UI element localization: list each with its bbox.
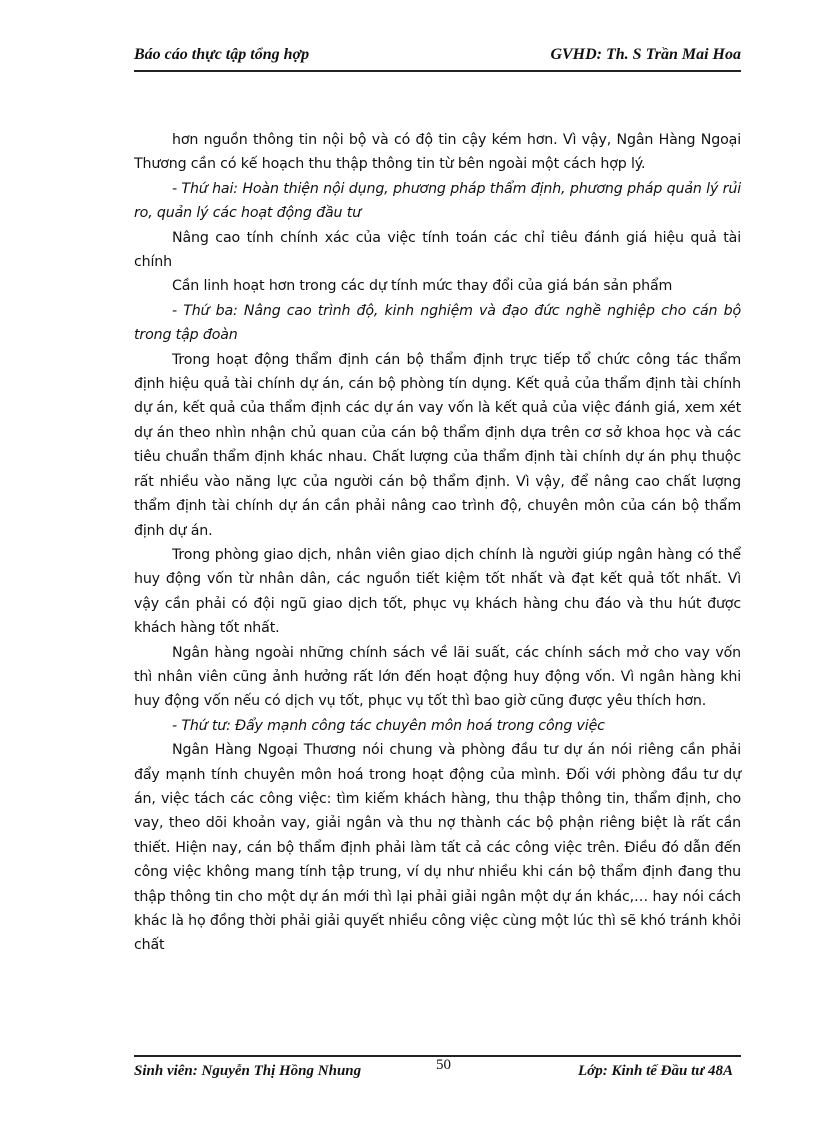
footer-class-name: Lớp: Kinh tế Đầu tư 48A [578, 1063, 733, 1079]
header-report-title: Báo cáo thực tập tổng hợp [134, 46, 310, 63]
paragraph: Nâng cao tính chính xác của việc tính toán các chỉ tiêu đánh giá hiệu quả tài chính [134, 229, 741, 271]
section-heading-fourth: - Thứ tư: Đẩy mạnh công tác chuyên môn hoá trong công việc [172, 717, 605, 734]
paragraph: Trong hoạt động thẩm định cán bộ thẩm định trực tiếp tổ chức công tác thẩm định hiệu quả tài chính dự án, cán bộ phòng tín dụng. Kết quả của thẩm định tài chính dự án, kết quả của thẩm định các dự án vay vốn là kết quả của việc đánh giá, xem xét dự án theo nhìn nhận chủ quan của cán bộ thẩm định dựa trên cơ sở khoa học và các tiêu chuẩn thẩm định khác nhau. Chất lượng của thẩm định tài chính dự án phụ thuộc rất nhiều vào năng lực của người cán bộ thẩm định. Vì vậy, để nâng cao chất lượng thẩm định tài chính dự án cần phải nâng cao trình độ, chuyên môn của cán bộ thẩm định dự án. [134, 351, 741, 539]
paragraph: Cần linh hoạt hơn trong các dự tính mức thay đổi của giá bán sản phẩm [172, 278, 673, 295]
paragraph: Ngân Hàng Ngoại Thương nói chung và phòng đầu tư dự án nói riêng cần phải đẩy mạnh tính chuyên môn hoá trong hoạt động của mình. Đối với phòng đầu tư dự án, việc tách các công việc: tìm kiếm khách hàng, thu thập thông tin, thẩm định, cho vay, theo dõi khoản vay, giải ngân và thu nợ thành các bộ phận riêng biệt là rất cần thiết. Hiện nay, cán bộ thẩm định phải làm tất cả các công việc trên. Điều đó dẫn đến công việc không mang tính tập trung, ví dụ như nhiều khi cán bộ thẩm định đang thu thập thông tin cho một dự án mới thì lại phải giải ngân một dự án khác,… hay nói cách khác là họ đồng thời phải giải quyết nhiều công việc cùng một lúc thì sẽ khó tránh khỏi chất [134, 742, 741, 954]
page-footer [134, 1055, 741, 1093]
section-heading-second: - Thứ hai: Hoàn thiện nội dụng, phương pháp thẩm định, phương pháp quản lý rủi ro, quản lý các hoạt động đầu tư [134, 180, 741, 222]
paragraph: hơn nguồn thông tin nội bộ và có độ tin cậy kém hơn. Vì vậy, Ngân Hàng Ngoại Thương cần có kế hoạch thu thập thông tin từ bên ngoài một cách hợp lý. [134, 132, 741, 173]
paragraph: Ngân hàng ngoài những chính sách về lãi suất, các chính sách mở cho vay vốn thì nhân viên cũng ảnh hưởng rất lớn đến hoạt động huy động vốn. Vì ngân hàng khi huy động vốn nếu có dịch vụ tốt, phục vụ tốt thì bao giờ cũng được yêu thích hơn. [134, 644, 741, 710]
paragraph: Trong phòng giao dịch, nhân viên giao dịch chính là người giúp ngân hàng có thể huy động vốn từ nhân dân, các nguồn tiết kiệm tốt nhất và đạt kết quả tốt nhất. Vì vậy cần phải có đội ngũ giao dịch tốt, phục vụ khách hàng chu đáo và thu hút được khách hàng tốt nhất. [134, 546, 741, 637]
footer-student-name: Sinh viên: Nguyễn Thị Hồng Nhung [134, 1063, 362, 1079]
page-number: 50 [436, 1057, 451, 1073]
body-text [134, 128, 741, 958]
section-heading-third: - Thứ ba: Nâng cao trình độ, kinh nghiệm và đạo đức nghề nghiệp cho cán bộ trong tập đoàn [134, 302, 741, 344]
header-supervisor: GVHD: Th. S Trần Mai Hoa [550, 46, 741, 63]
page-header [134, 44, 741, 72]
